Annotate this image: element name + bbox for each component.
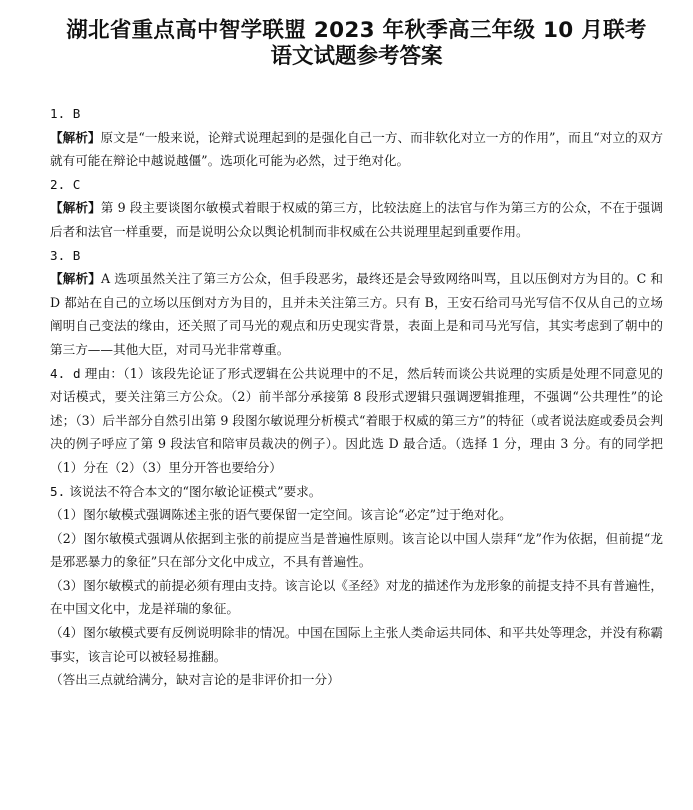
page-subtitle: 语文试题参考答案 — [270, 44, 443, 69]
answer-5-number: 5. — [50, 483, 66, 499]
answer-1-label — [50, 102, 663, 126]
answer-1-number: 1. B — [50, 106, 81, 121]
answer-2-text: 第 9 段主要谈图尔敏模式着眼于权威的第三方，比较法庭上的法官与作为第三方的公众，不在于强调后者和法官一样重要，而是说明公众以舆论机制而非权威在公共说理里起到重要作用。 — [50, 200, 663, 239]
answer-4-number: 4. d — [50, 365, 81, 381]
answer-3-explanation — [50, 267, 663, 361]
answer-5-point-2: （2）图尔敏模式强调从依据到主张的前提应当是普遍性原则。该言论以中国人崇拜“龙”作为依据，但前提“龙是邪恶暴力的象征”只在部分文化中成立，不具有普遍性。 — [50, 530, 663, 570]
answer-5-point-3: （3）图尔敏模式的前提必须有理由支持。该言论以《圣经》对龙的描述作为龙形象的前提支持不具有普遍性，在中国文化中，龙是祥瑞的象征。 — [50, 577, 663, 617]
answer-5-intro-text: 该说法不符合本文的“图尔敏论证模式”要求。 — [69, 483, 322, 499]
answer-2-label — [50, 173, 663, 197]
explanation-tag: 【解析】 — [50, 200, 101, 216]
answer-4-text: 理由：（1）该段先论证了形式逻辑在公共说理中的不足，然后转而谈公共说理的实质是处理不同意见的对话模式，要关注第三方公众。（2）前半部分承接第 8 段形式逻辑只强调逻辑推理，不强调“公共理性”的论述；（3）后半部分自然引出第 9 段图尔敏说理分析模式“着眼于权威的第三方”的特征（或者说法庭或委员会判决的例子呼应了第 9 段法官和陪审员裁决的例子）。因此选 D 最合适。（选择 1 分，理由 3 分。有的同学把（1）分在（2）（3）里分开答也要给分） — [50, 365, 663, 475]
answer-4-explanation — [50, 362, 663, 480]
answer-2-number: 2. C — [50, 176, 81, 192]
answer-3-number: 3. B — [50, 247, 81, 263]
answer-5-scoring-note: （答出三点就给满分，缺对言论的是非评价扣一分） — [50, 672, 340, 688]
answer-3-label — [50, 244, 663, 268]
answer-list — [50, 102, 663, 692]
page-title: 湖北省重点高中智学联盟 2023 年秋季高三年级 10 月联考 — [66, 18, 647, 43]
answer-5-point-1: （1）图尔敏模式强调陈述主张的语气要保留一定空间。该言论“必定”过于绝对化。 — [50, 507, 512, 523]
answer-1-text: 原文是“一般来说，论辩式说理起到的是强化自己一方、而非软化对立一方的作用”，而且“对立的双方就有可能在辩论中越说越僵”。选项化可能为必然，过于绝对化。 — [50, 129, 663, 169]
answer-5-intro — [50, 480, 663, 504]
explanation-tag: 【解析】 — [50, 271, 101, 287]
explanation-tag: 【解析】 — [50, 129, 101, 145]
answer-5-point-4: （4）图尔敏模式要有反例说明除非的情况。中国在国际上主张人类命运共同体、和平共处等理念，并没有称霸事实，该言论可以被轻易推翻。 — [50, 625, 663, 664]
answer-3-text: A 选项虽然关注了第三方公众，但手段恶劣，最终还是会导致网络叫骂，且以压倒对方为目的。C 和 D 都站在自己的立场以压倒对方为目的，且并未关注第三方。只有 B，王安石给司马光写信不仅从自己的立场阐明自己变法的缘由，还关照了司马光的观点和历史现实背景，表面上是和司马光写信，其实考虑到了朝中的第三方——其他大臣，对司马光非常尊重。 — [50, 271, 663, 357]
answer-2-explanation — [50, 196, 663, 243]
answer-1-explanation — [50, 126, 663, 173]
